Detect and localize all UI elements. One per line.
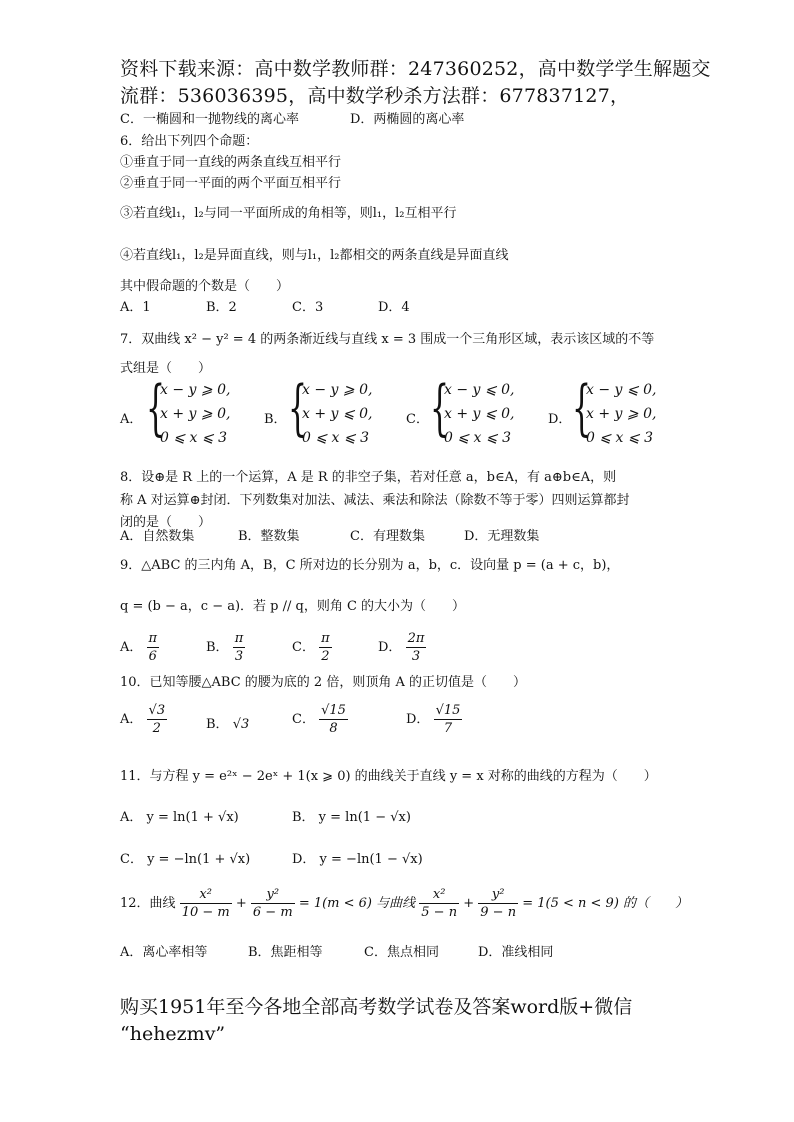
q9-option-d xyxy=(378,630,426,665)
q6-proposition-3: ③若直线l₁，l₂与同一平面所成的角相等，则l₁，l₂互相平行 xyxy=(120,206,457,221)
q9-b-fraction xyxy=(233,630,246,665)
q12-f4-num: y² xyxy=(478,886,518,904)
q9-line-2: q = (b − a，c − a)．若 p // q，则角 C 的大小为（ ） xyxy=(120,599,466,614)
q9-a-num: π xyxy=(148,631,158,646)
q9-b-label: B． xyxy=(206,640,229,655)
q7-option-d-system xyxy=(572,373,682,452)
q12-f3-den: 5 − n xyxy=(421,905,458,920)
q7-a-row-2: x + y ⩾ 0, xyxy=(160,406,231,422)
q11-option-a: A． y = ln(1 + √x) xyxy=(120,810,239,825)
q9-d-num: 2π xyxy=(407,631,425,646)
q7-c-row-1: x − y ⩽ 0, xyxy=(444,382,515,398)
q9-b-den: 3 xyxy=(234,649,244,664)
footer-line-1: 购买1951年至今各地全部高考数学试卷及答案word版+微信 xyxy=(120,996,633,1018)
q5-option-c: C．一椭圆和一抛物线的离心率 xyxy=(120,112,299,127)
q6-stem: 6．给出下列四个命题： xyxy=(120,134,259,149)
q9-a-fraction xyxy=(147,630,160,665)
q10-c-fraction xyxy=(319,702,348,737)
header-line-2: 流群：536036395，高中数学秒杀方法群：677837127， xyxy=(120,85,630,107)
q9-line-1: 9．△ABC 的三内角 A，B，C 所对边的长分别为 a，b，c．设向量 p = (a + c，b)， xyxy=(120,558,620,573)
q10-c-label: C． xyxy=(292,712,315,727)
q12-fraction-2 xyxy=(251,886,295,921)
q12-f2-den: 6 − m xyxy=(252,905,293,920)
q10-a-num: √3 xyxy=(148,703,166,718)
q12-f4-den: 9 − n xyxy=(480,905,517,920)
source-header xyxy=(120,56,740,110)
q12-mid: = 1(m < 6) 与曲线 xyxy=(298,896,416,911)
q7-option-d-label: D． xyxy=(548,412,572,427)
q7-d-row-2: x + y ⩾ 0, xyxy=(586,406,657,422)
q9-c-den: 2 xyxy=(321,649,330,664)
q7-c-row-2: x + y ⩽ 0, xyxy=(444,406,515,422)
q10-option-a xyxy=(120,702,167,737)
q5-option-d: D．两椭圆的离心率 xyxy=(350,112,465,127)
q10-c-den: 8 xyxy=(329,721,338,736)
q7-option-b-label: B． xyxy=(264,412,287,427)
q11-option-c: C． y = −ln(1 + √x) xyxy=(120,852,251,867)
q10-b-value: √3 xyxy=(232,717,250,732)
footer-line-2: “hehezmv” xyxy=(120,1023,226,1045)
q10-d-fraction xyxy=(434,702,463,737)
q9-c-label: C． xyxy=(292,640,315,655)
q8-line-2: 称 A 对运算⊕封闭．下列数集对加法、减法、乘法和除法（除数不等于零）四则运算都封 xyxy=(120,493,630,508)
q6-option-a: A．1 xyxy=(120,300,151,315)
brace-icon: { xyxy=(288,373,308,443)
q8-line-3: 闭的是（ ） xyxy=(120,515,212,530)
q7-option-b-system xyxy=(288,373,398,452)
q7-option-a-label: A． xyxy=(120,412,143,427)
q6-option-b: B．2 xyxy=(206,300,237,315)
q10-d-den: 7 xyxy=(443,721,453,736)
q12-fraction-4 xyxy=(478,886,518,921)
brace-icon: { xyxy=(572,373,592,443)
q7-c-row-3: 0 ⩽ x ⩽ 3 xyxy=(444,430,511,446)
q8-option-c: C．有理数集 xyxy=(350,529,425,544)
q9-b-num: π xyxy=(234,631,244,646)
purchase-footer xyxy=(120,994,740,1048)
q10-a-label: A． xyxy=(120,712,143,727)
q8-line-1: 8．设⊕是 R 上的一个运算，A 是 R 的非空子集，若对任意 a，b∈A，有 a⊕b∈A，则 xyxy=(120,470,617,485)
q12-stem xyxy=(120,886,688,921)
q12-plus-1: + xyxy=(235,896,247,911)
q7-a-row-3: 0 ⩽ x ⩽ 3 xyxy=(160,430,227,446)
q7-option-a-system xyxy=(146,373,256,452)
q9-option-a xyxy=(120,630,159,665)
q6-proposition-1: ①垂直于同一直线的两条直线互相平行 xyxy=(120,155,342,170)
q7-d-row-1: x − y ⩽ 0, xyxy=(586,382,657,398)
q12-f1-num: x² xyxy=(180,886,232,904)
q12-option-b: B．焦距相等 xyxy=(248,945,323,960)
q12-fraction-3 xyxy=(419,886,459,921)
q10-option-c xyxy=(292,702,348,737)
q8-option-d: D．无理数集 xyxy=(464,529,540,544)
q7-line-1: 7．双曲线 x² − y² = 4 的两条渐近线与直线 x = 3 围成一个三角形区域，表示该区域的不等 xyxy=(120,332,655,347)
q12-f3-num: x² xyxy=(419,886,459,904)
q10-a-fraction xyxy=(147,702,168,737)
q7-b-row-1: x − y ⩾ 0, xyxy=(302,382,373,398)
q11-line-1: 11．与方程 y = e²ˣ − 2eˣ + 1(x ⩾ 0) 的曲线关于直线 y = x 对称的曲线的方程为（ ） xyxy=(120,769,657,784)
q9-option-c xyxy=(292,630,332,665)
q10-a-den: 2 xyxy=(152,721,161,736)
q9-a-label: A． xyxy=(120,640,143,655)
q12-fraction-1 xyxy=(180,886,232,921)
q7-d-row-3: 0 ⩽ x ⩽ 3 xyxy=(586,430,653,446)
q6-option-d: D．4 xyxy=(378,300,410,315)
q10-c-num: √15 xyxy=(321,703,346,718)
q9-option-b xyxy=(206,630,245,665)
q12-prefix: 12．曲线 xyxy=(120,896,176,911)
q12-suffix: = 1(5 < n < 9) 的（ ） xyxy=(522,896,689,911)
q7-a-row-1: x − y ⩾ 0, xyxy=(160,382,231,398)
q11-option-d: D． y = −ln(1 − √x) xyxy=(292,852,423,867)
q9-c-fraction xyxy=(319,630,332,665)
q10-option-b xyxy=(206,713,249,732)
q9-d-den: 3 xyxy=(411,649,421,664)
q9-d-label: D． xyxy=(378,640,402,655)
q9-d-fraction xyxy=(406,630,427,665)
q7-b-row-2: x + y ⩽ 0, xyxy=(302,406,373,422)
q10-d-label: D． xyxy=(406,712,430,727)
brace-icon: { xyxy=(430,373,450,443)
q12-f2-num: y² xyxy=(251,886,295,904)
q7-line-2: 式组是（ ） xyxy=(120,361,212,376)
q8-option-a: A．自然数集 xyxy=(120,529,195,544)
q11-option-b: B． y = ln(1 − √x) xyxy=(292,810,411,825)
q6-proposition-4: ④若直线l₁，l₂是异面直线，则与l₁，l₂都相交的两条直线是异面直线 xyxy=(120,248,509,263)
q6-proposition-2: ②垂直于同一平面的两个平面互相平行 xyxy=(120,176,342,191)
q12-option-a: A．离心率相等 xyxy=(120,945,208,960)
q12-option-c: C．焦点相同 xyxy=(364,945,439,960)
q9-a-den: 6 xyxy=(148,649,157,664)
q7-option-c-label: C． xyxy=(406,412,429,427)
q12-plus-2: + xyxy=(463,896,475,911)
q10-line-1: 10．已知等腰△ABC 的腰为底的 2 倍，则顶角 A 的正切值是（ ） xyxy=(120,675,526,690)
q7-b-row-3: 0 ⩽ x ⩽ 3 xyxy=(302,430,369,446)
q7-option-c-system xyxy=(430,373,540,452)
q9-c-num: π xyxy=(321,631,330,646)
brace-icon: { xyxy=(146,373,166,443)
header-line-1: 资料下载来源：高中数学教师群：247360252，高中数学学生解题交 xyxy=(120,58,711,80)
q12-f1-den: 10 − m xyxy=(181,905,230,920)
q6-option-c: C．3 xyxy=(292,300,324,315)
q12-option-d: D．准线相同 xyxy=(478,945,554,960)
q10-option-d xyxy=(406,702,462,737)
q10-b-label: B． xyxy=(206,717,229,732)
q10-d-num: √15 xyxy=(435,703,461,718)
q6-question: 其中假命题的个数是（ ） xyxy=(120,279,290,294)
q8-option-b: B．整数集 xyxy=(238,529,300,544)
